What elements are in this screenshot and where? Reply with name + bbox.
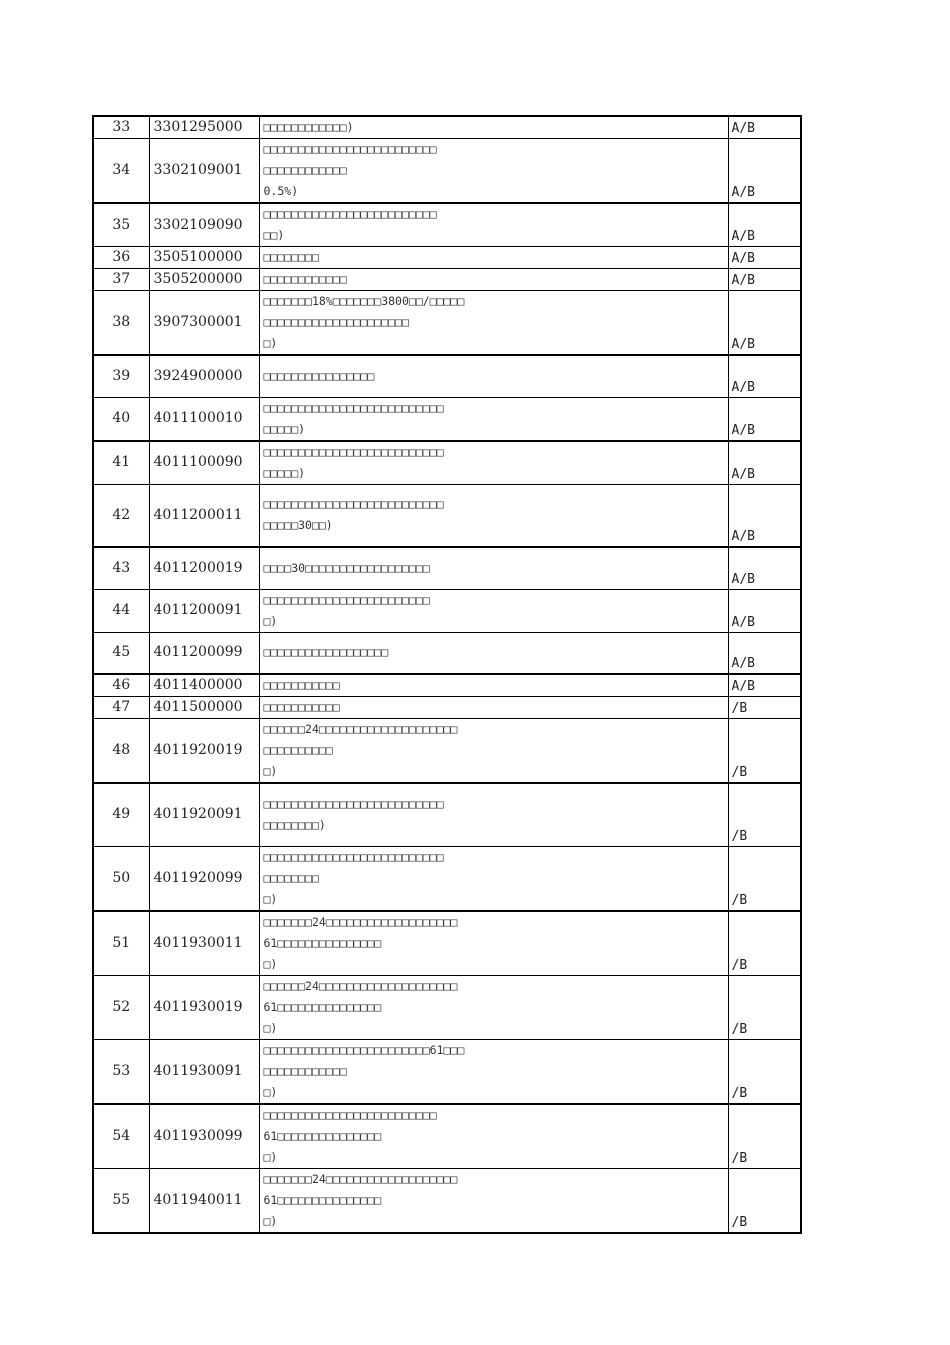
table-row — [93, 355, 801, 397]
table-row — [93, 291, 801, 356]
row-number-cell: 36 — [93, 247, 149, 269]
description-cell: □□□□□□□□□□□□□□□□□□□□□□□□61□□□ □□□□□□□□□□□□ □) — [259, 1039, 728, 1104]
tariff-table-body — [93, 116, 801, 1233]
description-cell: □□□□□□□□□□□□□□□□□□□□□□□□□□ □□□□□30□□) — [259, 484, 728, 547]
hs-code-cell: 4011200019 — [149, 547, 259, 589]
description-cell: □□□□□□□□□□□□□□□□□□□□□□□□□ □□□□□□□□□□□□ 0.5%) — [259, 139, 728, 204]
table-row — [93, 203, 801, 247]
row-number-cell: 38 — [93, 291, 149, 356]
grade-cell: A/B — [728, 547, 801, 589]
grade-cell: /B — [728, 719, 801, 784]
table-row — [93, 269, 801, 291]
row-number-cell: 44 — [93, 589, 149, 632]
description-cell: □□□□30□□□□□□□□□□□□□□□□□□ — [259, 547, 728, 589]
hs-code-cell: 3907300001 — [149, 291, 259, 356]
grade-cell: /B — [728, 697, 801, 719]
row-number-cell: 37 — [93, 269, 149, 291]
hs-code-cell: 3301295000 — [149, 116, 259, 139]
grade-cell: A/B — [728, 441, 801, 485]
table-row — [93, 484, 801, 547]
hs-code-cell: 4011100010 — [149, 397, 259, 441]
description-cell: □□□□□□□□□□□□□□□□□□□□□□□□□□ □□□□□□□□ □) — [259, 846, 728, 911]
description-cell: □□□□□□□□□□□□) — [259, 116, 728, 139]
hs-code-cell: 3302109090 — [149, 203, 259, 247]
table-row — [93, 247, 801, 269]
grade-cell: A/B — [728, 632, 801, 674]
row-number-cell: 41 — [93, 441, 149, 485]
table-row — [93, 1039, 801, 1104]
grade-cell: A/B — [728, 139, 801, 204]
hs-code-cell: 4011500000 — [149, 697, 259, 719]
row-number-cell: 40 — [93, 397, 149, 441]
table-row — [93, 397, 801, 441]
hs-code-cell: 4011930099 — [149, 1104, 259, 1169]
table-row — [93, 547, 801, 589]
hs-code-cell: 4011920099 — [149, 846, 259, 911]
grade-cell: A/B — [728, 291, 801, 356]
description-cell: □□□□□□□□□□□□□□□□□□□□□□□□□ 61□□□□□□□□□□□□□□□ □) — [259, 1104, 728, 1169]
row-number-cell: 51 — [93, 911, 149, 976]
description-cell: □□□□□□24□□□□□□□□□□□□□□□□□□□□ □□□□□□□□□□ □) — [259, 719, 728, 784]
hs-code-cell: 4011200099 — [149, 632, 259, 674]
description-cell: □□□□□□□□□□□ — [259, 697, 728, 719]
grade-cell: /B — [728, 911, 801, 976]
row-number-cell: 53 — [93, 1039, 149, 1104]
row-number-cell: 34 — [93, 139, 149, 204]
hs-code-cell: 3505100000 — [149, 247, 259, 269]
grade-cell: /B — [728, 1104, 801, 1169]
row-number-cell: 54 — [93, 1104, 149, 1169]
table-row — [93, 1168, 801, 1233]
description-cell: □□□□□□□18%□□□□□□□3800□□/□□□□□ □□□□□□□□□□□□□□□□□□□□□ □) — [259, 291, 728, 356]
hs-code-cell: 4011100090 — [149, 441, 259, 485]
table-row — [93, 911, 801, 976]
row-number-cell: 45 — [93, 632, 149, 674]
grade-cell: A/B — [728, 355, 801, 397]
row-number-cell: 43 — [93, 547, 149, 589]
row-number-cell: 39 — [93, 355, 149, 397]
row-number-cell: 52 — [93, 975, 149, 1039]
grade-cell: /B — [728, 1039, 801, 1104]
grade-cell: /B — [728, 846, 801, 911]
hs-code-cell: 3924900000 — [149, 355, 259, 397]
row-number-cell: 49 — [93, 783, 149, 846]
grade-cell: A/B — [728, 674, 801, 697]
table-row — [93, 674, 801, 697]
table-row — [93, 139, 801, 204]
row-number-cell: 50 — [93, 846, 149, 911]
grade-cell: /B — [728, 1168, 801, 1233]
description-cell: □□□□□□□□□□□□□□□□□□□□□□□□□ □□) — [259, 203, 728, 247]
description-cell: □□□□□□□□□□□ — [259, 674, 728, 697]
hs-code-cell: 4011930091 — [149, 1039, 259, 1104]
grade-cell: A/B — [728, 484, 801, 547]
table-row — [93, 116, 801, 139]
grade-cell: A/B — [728, 269, 801, 291]
grade-cell: /B — [728, 783, 801, 846]
row-number-cell: 55 — [93, 1168, 149, 1233]
hs-code-cell: 4011940011 — [149, 1168, 259, 1233]
table-row — [93, 783, 801, 846]
table-row — [93, 975, 801, 1039]
table-row — [93, 1104, 801, 1169]
hs-code-cell: 4011920091 — [149, 783, 259, 846]
grade-cell: A/B — [728, 203, 801, 247]
hs-code-cell: 4011200011 — [149, 484, 259, 547]
description-cell: □□□□□□□24□□□□□□□□□□□□□□□□□□□ 61□□□□□□□□□□□□□□□ □) — [259, 911, 728, 976]
table-row — [93, 632, 801, 674]
row-number-cell: 35 — [93, 203, 149, 247]
row-number-cell: 46 — [93, 674, 149, 697]
table-row — [93, 697, 801, 719]
hs-code-cell: 3302109001 — [149, 139, 259, 204]
grade-cell: A/B — [728, 116, 801, 139]
description-cell: □□□□□□24□□□□□□□□□□□□□□□□□□□□ 61□□□□□□□□□□□□□□□ □) — [259, 975, 728, 1039]
description-cell: □□□□□□□□□□□□□□□□□□ — [259, 632, 728, 674]
grade-cell: A/B — [728, 397, 801, 441]
hs-code-cell: 4011200091 — [149, 589, 259, 632]
row-number-cell: 48 — [93, 719, 149, 784]
table-row — [93, 719, 801, 784]
hs-code-cell: 4011400000 — [149, 674, 259, 697]
table-row — [93, 589, 801, 632]
description-cell: □□□□□□□□□□□□□□□□□□□□□□□□□□ □□□□□) — [259, 441, 728, 485]
table-row — [93, 846, 801, 911]
description-cell: □□□□□□□□□□□□ — [259, 269, 728, 291]
row-number-cell: 33 — [93, 116, 149, 139]
row-number-cell: 47 — [93, 697, 149, 719]
tariff-table — [92, 115, 802, 1234]
description-cell: □□□□□□□□□□□□□□□□ — [259, 355, 728, 397]
description-cell: □□□□□□□24□□□□□□□□□□□□□□□□□□□ 61□□□□□□□□□□□□□□□ □) — [259, 1168, 728, 1233]
row-number-cell: 42 — [93, 484, 149, 547]
grade-cell: /B — [728, 975, 801, 1039]
grade-cell: A/B — [728, 589, 801, 632]
description-cell: □□□□□□□□□□□□□□□□□□□□□□□□ □) — [259, 589, 728, 632]
description-cell: □□□□□□□□□□□□□□□□□□□□□□□□□□ □□□□□) — [259, 397, 728, 441]
hs-code-cell: 4011930011 — [149, 911, 259, 976]
grade-cell: A/B — [728, 247, 801, 269]
description-cell: □□□□□□□□□□□□□□□□□□□□□□□□□□ □□□□□□□□) — [259, 783, 728, 846]
hs-code-cell: 4011930019 — [149, 975, 259, 1039]
description-cell: □□□□□□□□ — [259, 247, 728, 269]
hs-code-cell: 4011920019 — [149, 719, 259, 784]
hs-code-cell: 3505200000 — [149, 269, 259, 291]
table-row — [93, 441, 801, 485]
